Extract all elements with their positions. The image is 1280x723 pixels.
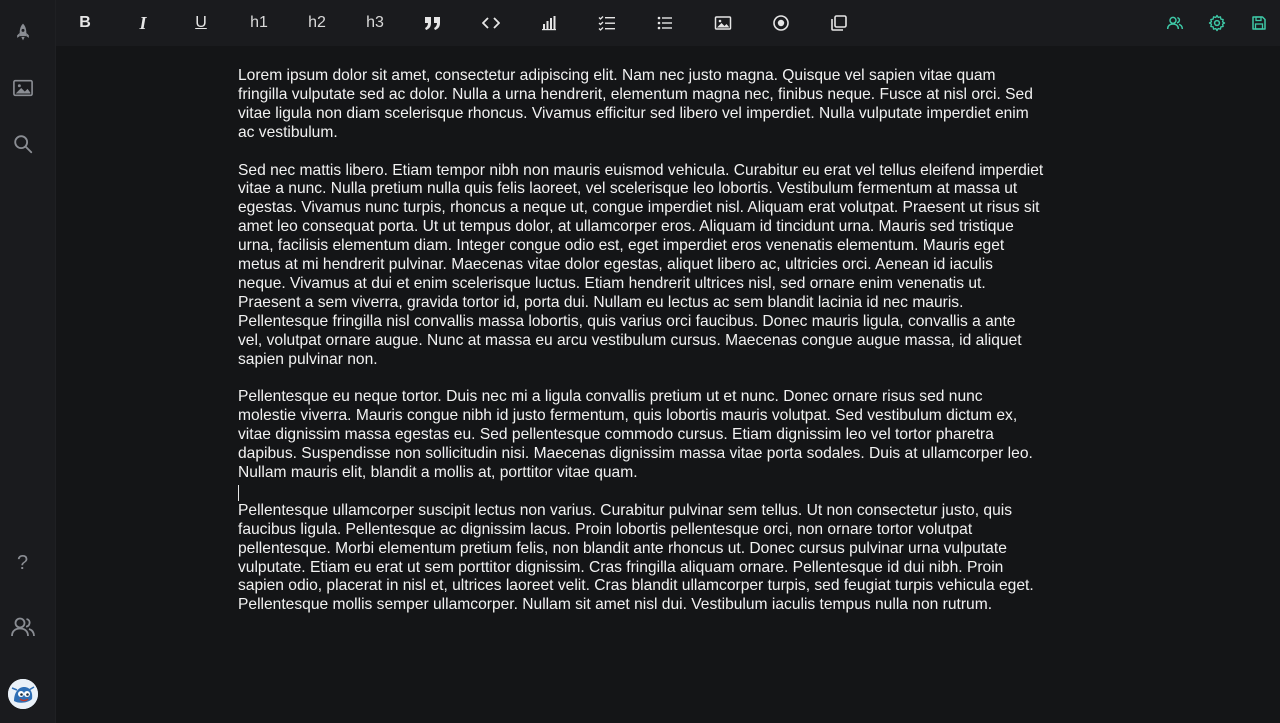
bullet-list-button[interactable]	[647, 5, 683, 41]
paragraph[interactable]: Lorem ipsum dolor sit amet, consectetur adipiscing elit. Nam nec justo magna. Quisque vel sapien vitae quam fringilla vulputate sed ac dolor. Nulla a urna hendrerit, elementum magna nec, finibus neque. Fusce at nisl orci. Sed vitae ligula non diam scelerisque rhoncus. Vivamus efficitur sed libero vel imperdiet. Nulla vulputate imperdiet enim ac vestibulum.	[238, 67, 1033, 141]
heading1-button[interactable]	[241, 5, 277, 41]
help-icon: ?	[16, 551, 29, 574]
bold-icon: B	[79, 14, 91, 31]
heading2-label: h2	[308, 14, 326, 31]
heading2-button[interactable]	[299, 5, 335, 41]
underline-button[interactable]	[183, 5, 219, 41]
record-button[interactable]	[763, 5, 799, 41]
image-icon	[12, 78, 34, 98]
avatar[interactable]	[8, 679, 38, 709]
search-icon	[12, 133, 34, 155]
text-caret	[238, 485, 239, 501]
insert-image-button[interactable]	[705, 5, 741, 41]
image-icon	[714, 15, 732, 31]
heading1-label: h1	[250, 14, 268, 31]
users-button[interactable]	[0, 607, 45, 647]
rocket-button[interactable]	[0, 12, 45, 52]
save-button[interactable]	[1241, 5, 1277, 41]
settings-button[interactable]	[1199, 5, 1235, 41]
avatar-image	[8, 679, 38, 709]
help-button[interactable]	[0, 543, 45, 583]
heading3-label: h3	[366, 14, 384, 31]
rocket-icon	[13, 22, 33, 42]
save-icon	[1251, 15, 1267, 31]
quote-button[interactable]	[415, 5, 451, 41]
code-button[interactable]	[473, 5, 509, 41]
image-button[interactable]	[0, 68, 45, 108]
gear-icon	[1208, 14, 1226, 32]
checklist-icon	[598, 15, 616, 31]
checklist-button[interactable]	[589, 5, 625, 41]
quote-icon	[423, 15, 443, 31]
text-editor[interactable]	[238, 67, 1044, 634]
paragraph[interactable]: Pellentesque ullamcorper suscipit lectus non varius. Curabitur pulvinar sem tellus. Ut non consectetur justo, quis faucibus ligula. Pellentesque ac dignissim lacus. Proin lobortis pellentesque orci, non ornare tortor volutpat pellentesque. Morbi elementum pretium felis, non blandit ante rhoncus ut. Donec cursus pulvinar urna vulputate vulputate. Etiam eu erat ut sem porttitor dignissim. Cras fringilla aliquam ornare. Pellentesque id dui nibh. Proin sapien odio, placerat in nisl et, ultrices laoreet velit. Cras blandit ullamcorper turpis, sed feugiat turpis vehicula eget. Pellentesque mollis semper ullamcorper. Nullam sit amet nisl dui. Vestibulum iaculis tempus nulla non rutrum.	[238, 501, 1034, 614]
users-icon	[10, 615, 36, 639]
copy-button[interactable]	[821, 5, 857, 41]
collaborators-button[interactable]	[1157, 5, 1193, 41]
record-icon	[772, 14, 790, 32]
code-icon	[482, 16, 500, 30]
chart-button[interactable]	[531, 5, 567, 41]
search-button[interactable]	[0, 124, 45, 164]
copy-icon	[830, 14, 848, 32]
sidebar	[0, 0, 56, 723]
bar-chart-icon	[541, 15, 557, 31]
bold-button[interactable]	[67, 5, 103, 41]
editor-toolbar	[56, 0, 1280, 46]
underline-icon: U	[195, 14, 207, 31]
users-icon	[1166, 15, 1184, 31]
bullet-list-icon	[657, 16, 673, 30]
italic-icon: I	[139, 12, 147, 33]
paragraph[interactable]: Pellentesque eu neque tortor. Duis nec mi a ligula convallis pretium ut et nunc. Donec ornare risus sed nunc molestie viverra. Mauris congue nibh id justo fermentum, quis lobortis mauris volutpat. Sed vestibulum dictum ex, vitae dignissim massa egestas eu. Sed pellentesque commodo cursus. Etiam dignissim leo vel tortor pharetra dapibus. Suspendisse non sollicitudin nisi. Maecenas dignissim massa vitae porta sodales. Duis at ullamcorper leo. Nullam mauris elit, blandit a mollis at, porttitor vitae quam.	[238, 388, 1033, 481]
heading3-button[interactable]	[357, 5, 393, 41]
empty-line[interactable]	[238, 483, 1044, 502]
paragraph[interactable]: Sed nec mattis libero. Etiam tempor nibh non mauris euismod vehicula. Curabitur eu erat vel tellus eleifend imperdiet vitae a nunc. Nulla pretium nulla quis felis laoreet, vel scelerisque leo lobortis. Vestibulum fermentum at massa ut egestas. Vivamus nunc turpis, rhoncus a neque ut, congue imperdiet nisl. Aliquam erat volutpat. Praesent ut risus sit amet leo consequat porta. Ut ut tempus dolor, at ullamcorper eros. Aliquam id tincidunt urna. Mauris sed tristique urna, facilisis elementum diam. Integer congue odio est, eget imperdiet eros venenatis elementum. Mauris eget metus at mi hendrerit pulvinar. Maecenas vitae dolor egestas, aliquet libero ac, ultricies orci. Aenean id iaculis neque. Vivamus at dui et enim scelerisque luctus. Etiam hendrerit ultrices nisl, sed ornare enim venenatis ut. Praesent a sem viverra, gravida tortor id, porta dui. Nullam eu lectus ac sem blandit lacinia id nec mauris. Pellentesque fringilla nisl convallis massa lobortis, quis varius orci faucibus. Donec mauris ligula, convallis a ante vel, volutpat ornare augue. Nunc at massa eu arcu vestibulum cursus. Maecenas congue augue massa, id aliquet sapien pulvinar non.	[238, 161, 1044, 368]
italic-button[interactable]	[125, 5, 161, 41]
